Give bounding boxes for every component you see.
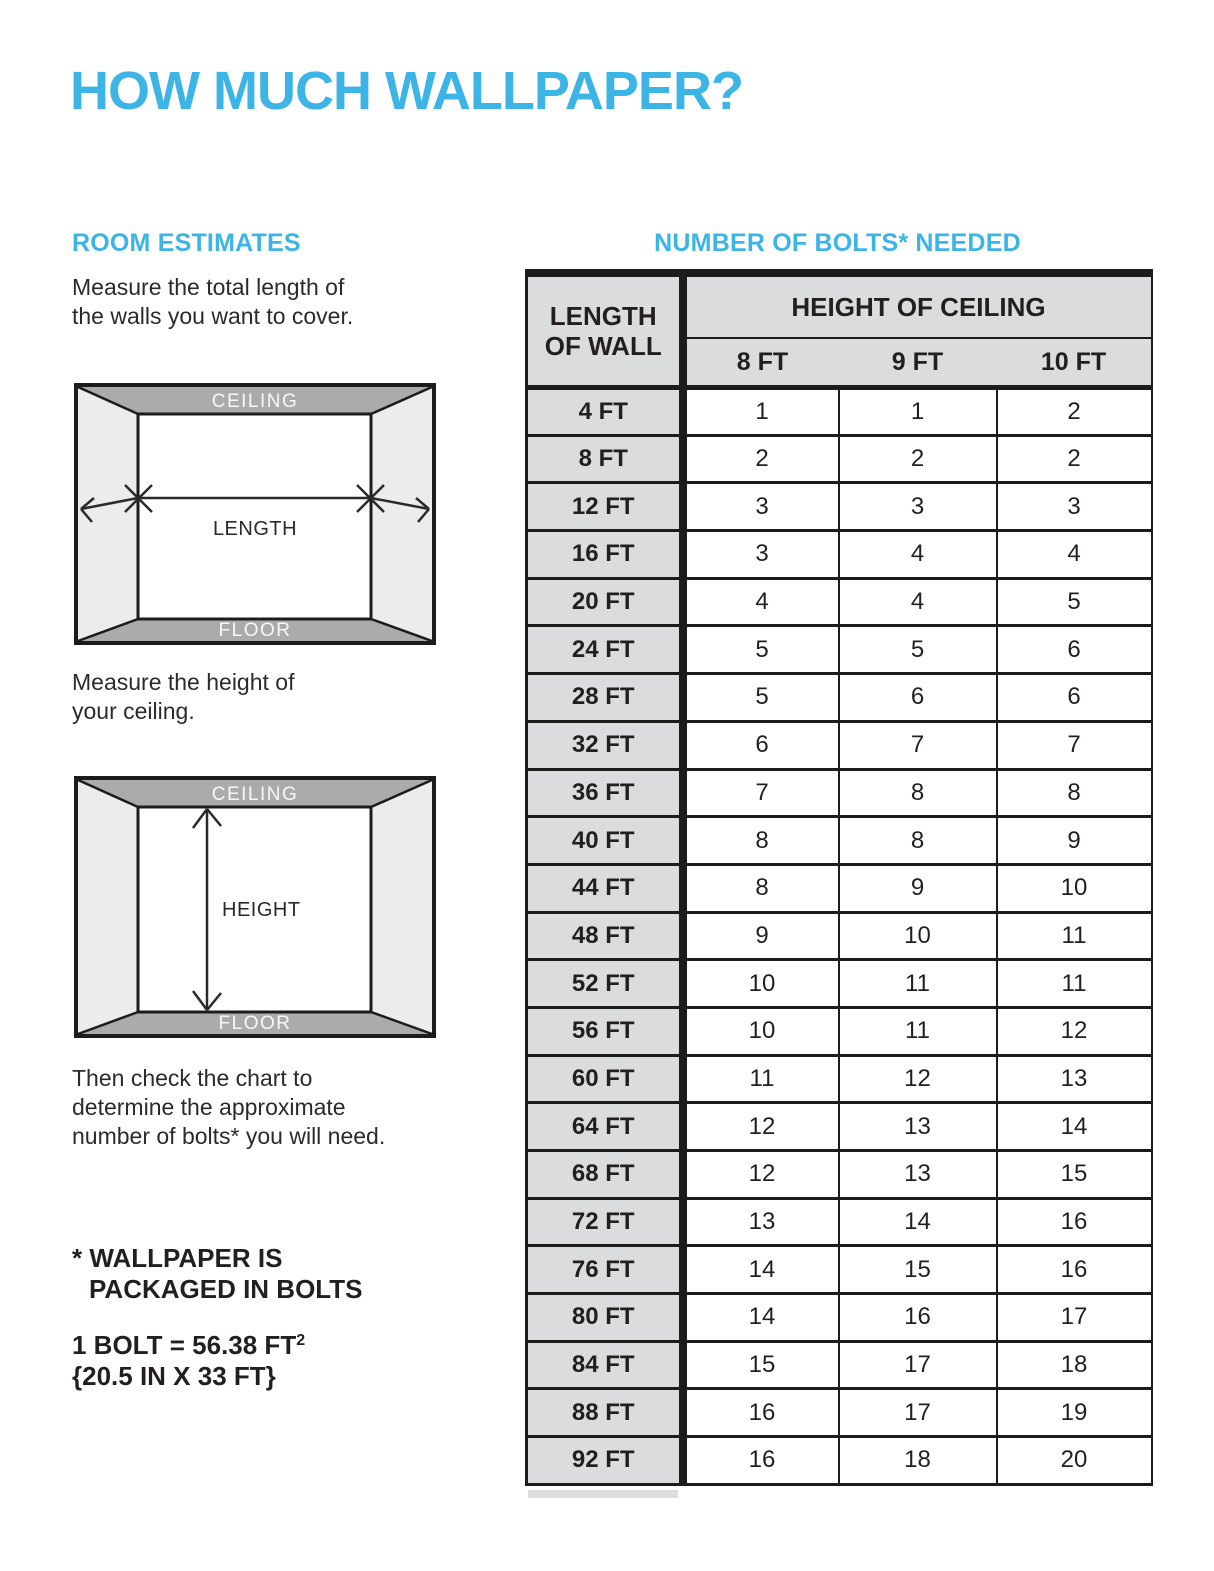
value-cell: 8	[683, 864, 839, 912]
corner-header-cell: LENGTH OF WALL	[527, 273, 683, 388]
instruction-measure-height	[72, 668, 294, 726]
value-cell: 15	[997, 1151, 1152, 1199]
row-label-cell: 16 FT	[527, 531, 683, 579]
value-cell: 3	[683, 483, 839, 531]
table-row	[527, 864, 1152, 912]
floor-label: FLOOR	[218, 1013, 292, 1034]
bolt-area-equivalence	[72, 1330, 305, 1361]
value-cell: 11	[997, 960, 1152, 1008]
row-label-cell: 8 FT	[527, 435, 683, 483]
value-cell: 17	[839, 1389, 997, 1437]
row-label-cell: 44 FT	[527, 864, 683, 912]
row-label-cell: 24 FT	[527, 626, 683, 674]
ceiling-label: CEILING	[211, 391, 299, 412]
row-label-cell: 48 FT	[527, 912, 683, 960]
table-row	[527, 1341, 1152, 1389]
value-cell: 10	[839, 912, 997, 960]
row-label-cell: 36 FT	[527, 769, 683, 817]
table-row	[527, 817, 1152, 865]
value-cell: 16	[683, 1389, 839, 1437]
bolt-area-exponent: 2	[296, 1332, 306, 1349]
scan-artifact-strip	[528, 1490, 678, 1498]
row-label-cell: 80 FT	[527, 1294, 683, 1342]
table-row	[527, 483, 1152, 531]
instruction-line: number of bolts* you will need.	[72, 1123, 386, 1149]
value-cell: 11	[839, 960, 997, 1008]
value-cell: 9	[997, 817, 1152, 865]
value-cell: 12	[683, 1151, 839, 1199]
value-cell: 11	[839, 1007, 997, 1055]
value-cell: 7	[683, 769, 839, 817]
value-cell: 14	[997, 1103, 1152, 1151]
floor-label: FLOOR	[218, 620, 292, 641]
value-cell: 8	[683, 817, 839, 865]
value-cell: 2	[997, 435, 1152, 483]
value-cell: 7	[839, 721, 997, 769]
value-cell: 13	[839, 1103, 997, 1151]
table-row	[527, 912, 1152, 960]
row-label-cell: 12 FT	[527, 483, 683, 531]
value-cell: 13	[997, 1055, 1152, 1103]
value-cell: 3	[997, 483, 1152, 531]
table-row	[527, 531, 1152, 579]
value-cell: 12	[683, 1103, 839, 1151]
value-cell: 16	[997, 1198, 1152, 1246]
table-row	[527, 1151, 1152, 1199]
table-row	[527, 1246, 1152, 1294]
row-label-cell: 40 FT	[527, 817, 683, 865]
height-label: HEIGHT	[222, 899, 301, 921]
left-wall-face	[78, 387, 138, 641]
page-title: HOW MUCH WALLPAPER?	[70, 61, 743, 121]
row-label-cell: 72 FT	[527, 1198, 683, 1246]
row-label-cell: 60 FT	[527, 1055, 683, 1103]
value-cell: 6	[839, 674, 997, 722]
table-row	[527, 1294, 1152, 1342]
value-cell: 5	[683, 626, 839, 674]
table-row	[527, 435, 1152, 483]
value-cell: 14	[683, 1294, 839, 1342]
table-row	[527, 626, 1152, 674]
col-header-9ft: 9 FT	[839, 338, 997, 388]
table-row	[527, 1007, 1152, 1055]
bolts-table	[525, 269, 1153, 1486]
value-cell: 7	[997, 721, 1152, 769]
value-cell: 4	[839, 531, 997, 579]
room-height-diagram	[74, 776, 436, 1038]
value-cell: 2	[683, 435, 839, 483]
value-cell: 20	[997, 1437, 1152, 1485]
instruction-measure-length	[72, 273, 353, 331]
wallpaper-bolts-footnote	[72, 1243, 362, 1305]
value-cell: 10	[997, 864, 1152, 912]
bolt-dimensions: {20.5 IN X 33 FT}	[72, 1361, 276, 1391]
table-row	[527, 1389, 1152, 1437]
value-cell: 15	[839, 1246, 997, 1294]
value-cell: 16	[839, 1294, 997, 1342]
value-cell: 5	[683, 674, 839, 722]
value-cell: 4	[839, 578, 997, 626]
value-cell: 3	[839, 483, 997, 531]
length-label: LENGTH	[212, 518, 298, 540]
right-wall-face	[371, 387, 432, 641]
table-row	[527, 1103, 1152, 1151]
value-cell: 17	[997, 1294, 1152, 1342]
value-cell: 5	[839, 626, 997, 674]
right-wall-face	[371, 780, 432, 1034]
section-title-room-estimates: ROOM ESTIMATES	[72, 229, 301, 257]
row-label-cell: 32 FT	[527, 721, 683, 769]
value-cell: 9	[683, 912, 839, 960]
bolt-area-text: 1 BOLT = 56.38 FT	[72, 1330, 297, 1360]
row-label-cell: 28 FT	[527, 674, 683, 722]
bolts-table-body	[527, 388, 1152, 1485]
instruction-line: Measure the height of	[72, 669, 295, 695]
value-cell: 14	[683, 1246, 839, 1294]
value-cell: 15	[683, 1341, 839, 1389]
group-header-cell: HEIGHT OF CEILING	[683, 273, 1152, 338]
value-cell: 13	[839, 1151, 997, 1199]
value-cell: 18	[839, 1437, 997, 1485]
value-cell: 3	[683, 531, 839, 579]
ceiling-label: CEILING	[211, 784, 299, 805]
footnote-line: * WALLPAPER IS	[72, 1243, 283, 1273]
value-cell: 12	[839, 1055, 997, 1103]
table-row	[527, 960, 1152, 1008]
instruction-line: Then check the chart to	[72, 1065, 313, 1091]
table-row	[527, 578, 1152, 626]
value-cell: 16	[997, 1246, 1152, 1294]
value-cell: 14	[839, 1198, 997, 1246]
value-cell: 8	[839, 817, 997, 865]
instruction-line: determine the approximate	[72, 1094, 346, 1120]
table-row	[527, 674, 1152, 722]
value-cell: 18	[997, 1341, 1152, 1389]
row-label-cell: 92 FT	[527, 1437, 683, 1485]
row-label-cell: 88 FT	[527, 1389, 683, 1437]
value-cell: 1	[839, 388, 997, 436]
value-cell: 6	[683, 721, 839, 769]
value-cell: 11	[997, 912, 1152, 960]
table-row	[527, 769, 1152, 817]
section-title-bolts-needed: NUMBER OF BOLTS* NEEDED	[654, 229, 1021, 257]
value-cell: 2	[839, 435, 997, 483]
row-label-cell: 76 FT	[527, 1246, 683, 1294]
back-wall-face	[138, 414, 371, 619]
table-row	[527, 388, 1152, 436]
table-row	[527, 1198, 1152, 1246]
value-cell: 8	[839, 769, 997, 817]
value-cell: 8	[997, 769, 1152, 817]
value-cell: 4	[997, 531, 1152, 579]
left-wall-face	[78, 780, 138, 1034]
table-row	[527, 721, 1152, 769]
row-label-cell: 20 FT	[527, 578, 683, 626]
instruction-check-chart	[72, 1064, 385, 1151]
instruction-line: the walls you want to cover.	[72, 303, 354, 329]
value-cell: 5	[997, 578, 1152, 626]
table-row	[527, 1437, 1152, 1485]
value-cell: 16	[683, 1437, 839, 1485]
value-cell: 6	[997, 626, 1152, 674]
value-cell: 11	[683, 1055, 839, 1103]
row-label-cell: 56 FT	[527, 1007, 683, 1055]
value-cell: 4	[683, 578, 839, 626]
row-label-cell: 52 FT	[527, 960, 683, 1008]
instruction-line: your ceiling.	[72, 698, 195, 724]
row-label-cell: 4 FT	[527, 388, 683, 436]
row-label-cell: 68 FT	[527, 1151, 683, 1199]
value-cell: 9	[839, 864, 997, 912]
value-cell: 19	[997, 1389, 1152, 1437]
col-header-10ft: 10 FT	[997, 338, 1152, 388]
table-row	[527, 1055, 1152, 1103]
value-cell: 17	[839, 1341, 997, 1389]
footnote-line: PACKAGED IN BOLTS	[89, 1274, 363, 1304]
value-cell: 13	[683, 1198, 839, 1246]
room-length-diagram	[74, 383, 436, 645]
col-header-8ft: 8 FT	[683, 338, 839, 388]
value-cell: 2	[997, 388, 1152, 436]
instruction-line: Measure the total length of	[72, 274, 345, 300]
row-label-cell: 84 FT	[527, 1341, 683, 1389]
table-header-row-1	[527, 273, 1152, 338]
value-cell: 12	[997, 1007, 1152, 1055]
value-cell: 10	[683, 1007, 839, 1055]
row-label-cell: 64 FT	[527, 1103, 683, 1151]
value-cell: 6	[997, 674, 1152, 722]
value-cell: 1	[683, 388, 839, 436]
value-cell: 10	[683, 960, 839, 1008]
